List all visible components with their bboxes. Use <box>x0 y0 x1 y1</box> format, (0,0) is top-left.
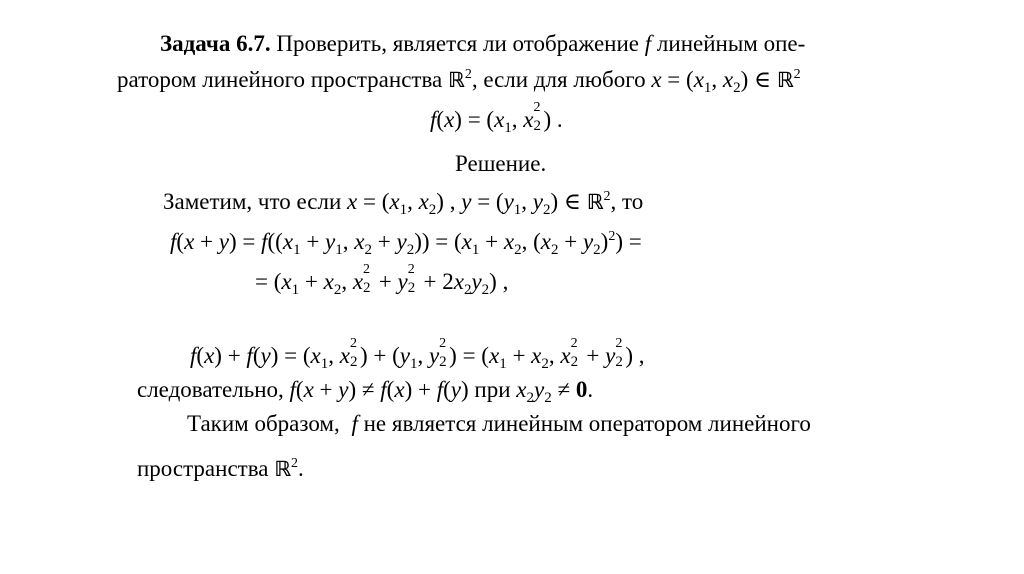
problem-text-1: Проверить, является ли отображение <box>270 31 645 56</box>
real-symbol-2: ℝ <box>274 457 292 481</box>
solution-heading: Решение. <box>455 151 547 176</box>
problem-text-3: ратором линейного пространства <box>117 67 448 92</box>
formula-x-y-def: $x = (x_1$, $x_2$) , $y = (y_1$, $y_2$) ∈ ℝ$^2$ <box>347 189 611 218</box>
formula-f-def: $f(x) = (x_1$, x 2 2 ) . <box>430 100 563 136</box>
problem-title: Задача 6.7. <box>160 31 271 56</box>
map-f-2: f <box>351 411 358 436</box>
problem-line-2: ратором линейного пространства ℝ$^2$, если для любого $x = (x_1$, $x_2$) ∈ ℝ$^2$ <box>117 67 801 96</box>
formula-condition: $x_2y_2 \ne 0$. <box>516 377 594 406</box>
problem-text-2: линейным опе- <box>651 31 806 56</box>
formula-f-plus: $f(x) + f(y) = (x_1$, x 2 2 ) + ($y_1$, y 2 2 ) = ($x_1 + x_2$, x 2 2 + y 2 2 ) , <box>190 336 645 372</box>
solution-line-notice: Заметим, что если $x = (x_1$, $x_2$) , $y = (y_1$, $y_2$) ∈ ℝ$^2$, то <box>163 189 644 218</box>
real-symbol: ℝ <box>447 68 465 92</box>
formula-x-def: $x = (x_1$, $x_2$) ∈ ℝ$^2$ <box>651 67 801 96</box>
problem-line-1 <box>160 30 805 58</box>
map-f: f <box>644 31 652 56</box>
formula-f-sum-2: = ($x_1 + x_2$, x 2 2 + y 2 2 + $2x_2y_2$) , <box>255 262 509 298</box>
solution-line-consequently: следовательно, f(x + y) ≠ f(x) + f(y) при $x_2y_2 \ne 0$. <box>137 377 594 406</box>
solution-line-conclusion-2: пространства ℝ$^2$. <box>137 456 304 481</box>
solution-line-conclusion-1: Таким образом, f не является линейным оператором линейного <box>187 411 811 436</box>
problem-text-4: , если для любого <box>471 67 652 92</box>
formula-not-equal: f(x + y) ≠ f(x) + f(y) <box>289 377 469 402</box>
formula-f-sum-1: $f(x + y) = f((x_1 + y_1$, $x_2 + y_2)) = (x_1 + x_2$, $(x_2 + y_2)^2$) = <box>170 229 642 258</box>
